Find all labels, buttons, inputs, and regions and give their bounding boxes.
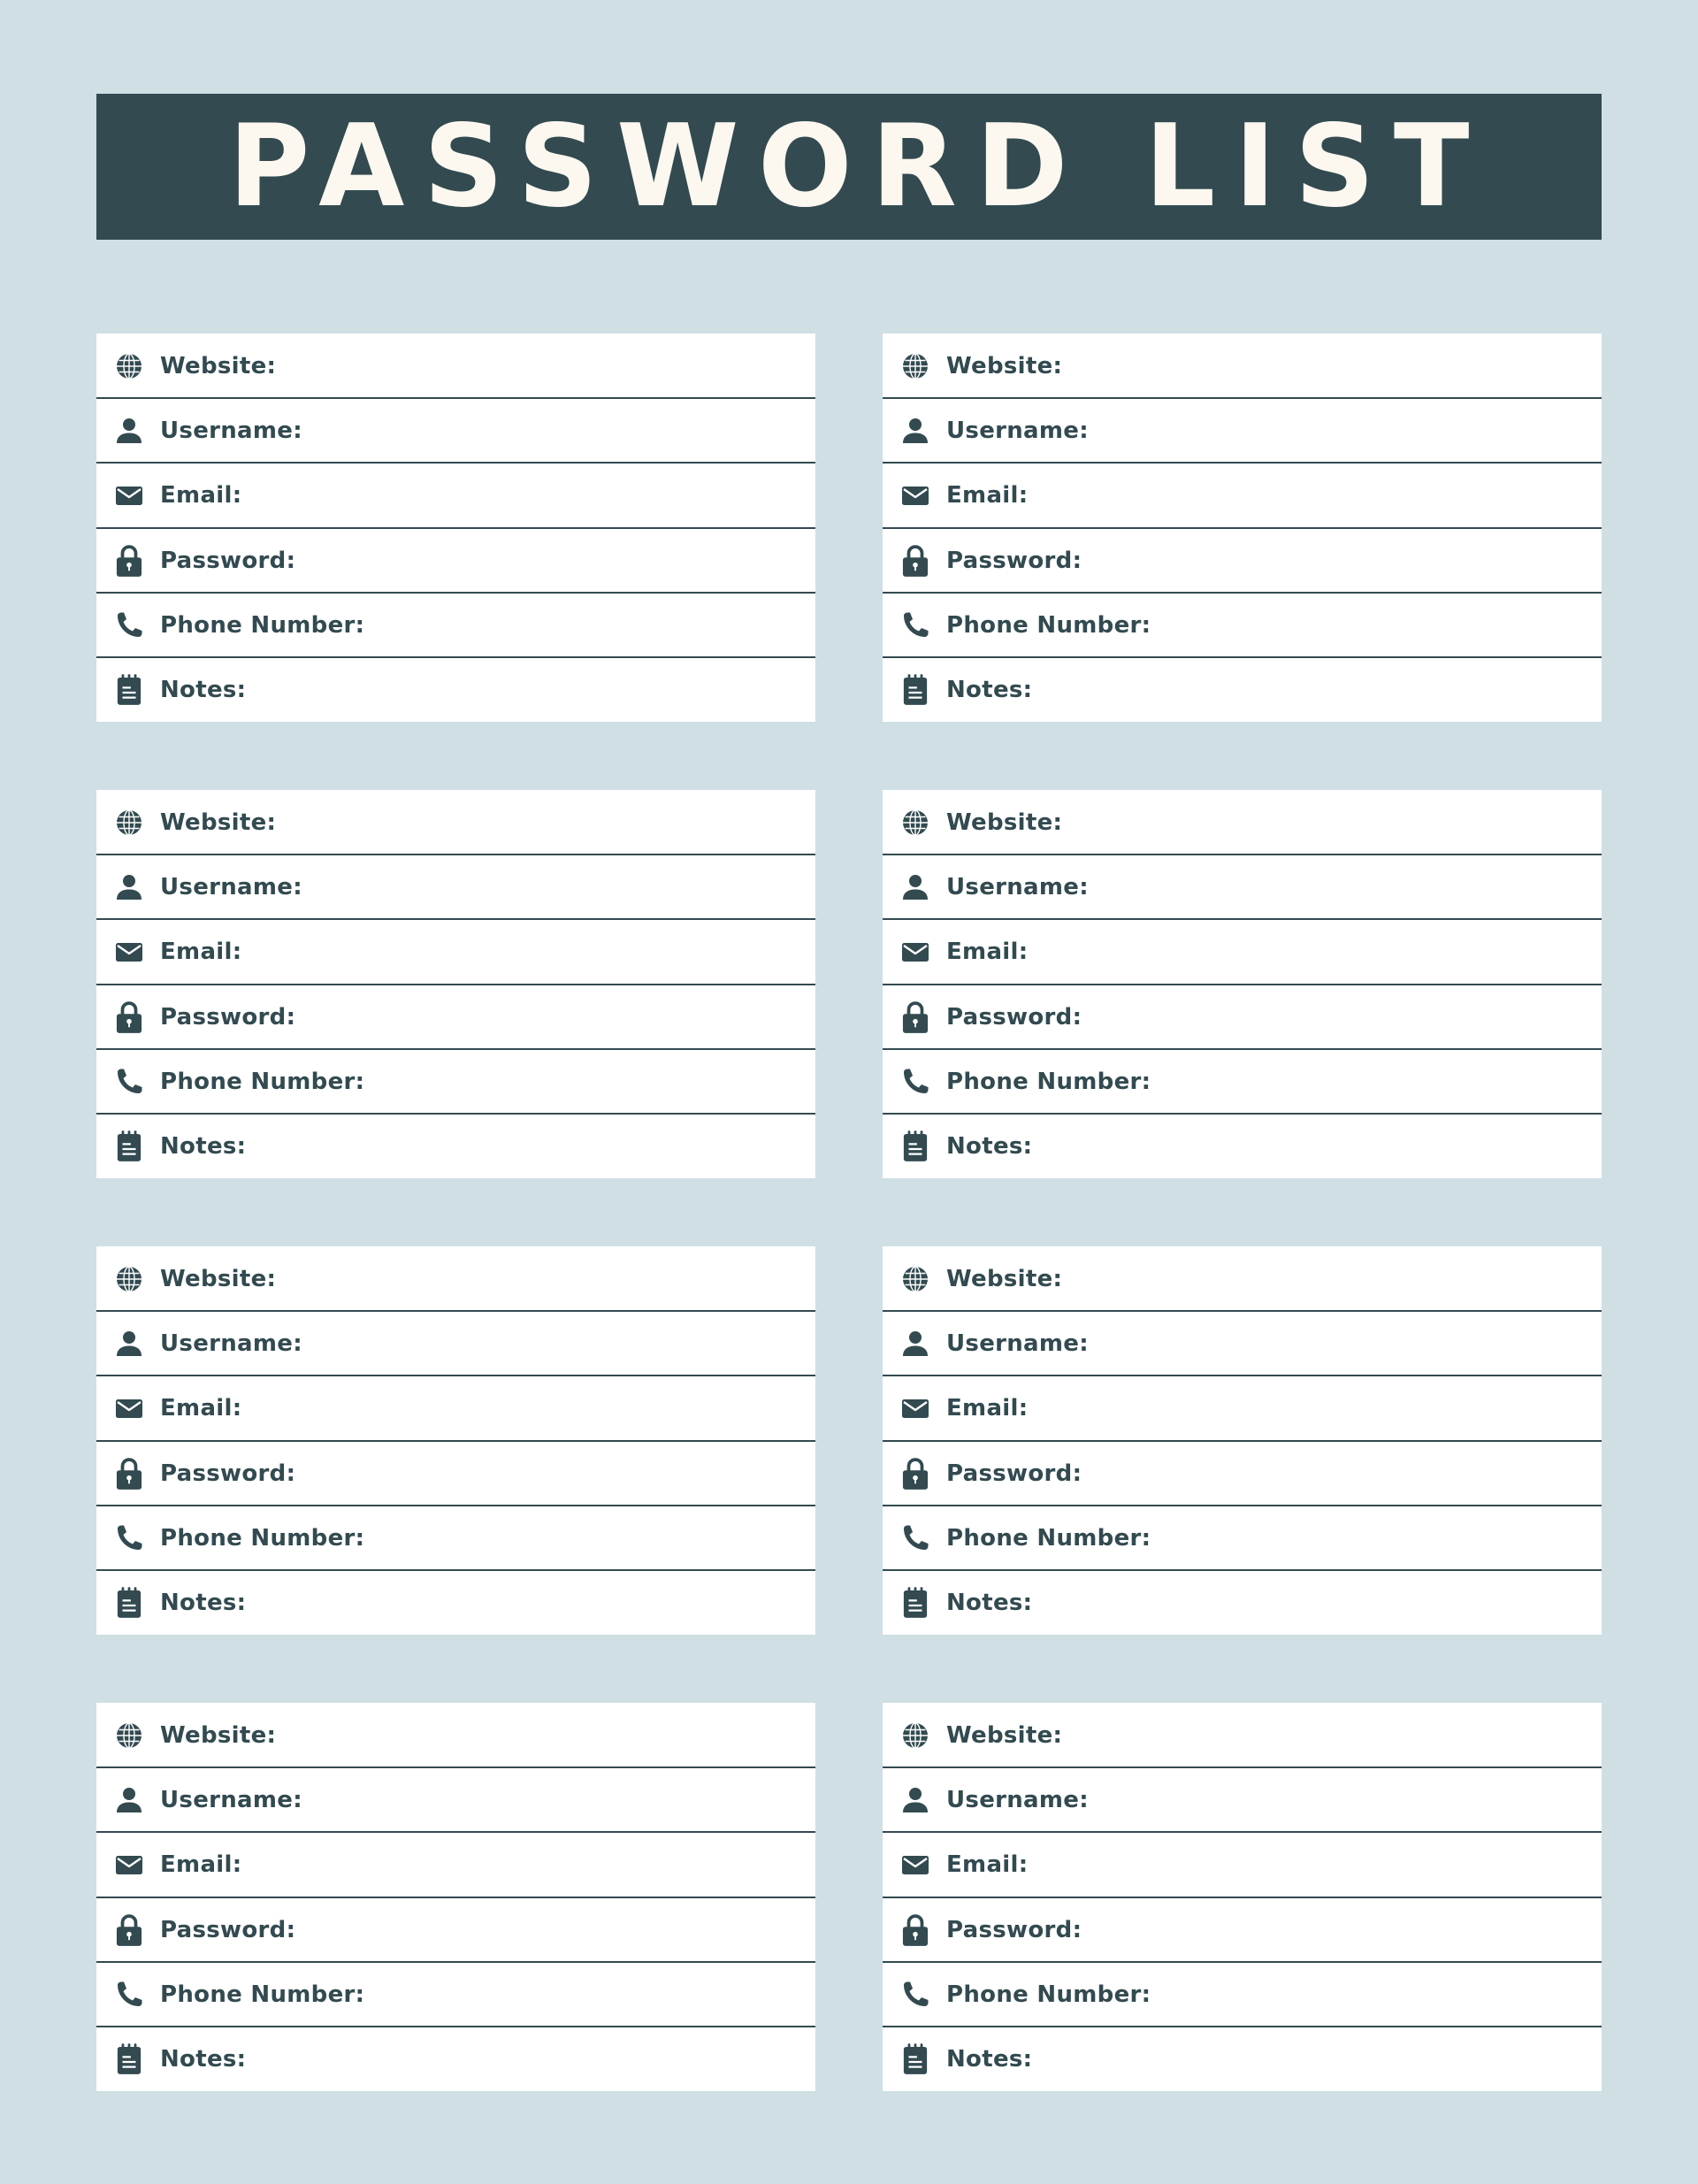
username-label: Username: xyxy=(160,417,302,444)
email-field[interactable] xyxy=(883,919,1602,985)
notes-label: Notes: xyxy=(160,1589,247,1616)
lock-icon xyxy=(901,547,929,575)
lock-icon xyxy=(901,1460,929,1488)
email-field[interactable] xyxy=(96,1832,815,1897)
globe-icon xyxy=(115,1721,143,1750)
phone-number-label: Phone Number: xyxy=(160,611,365,639)
notepad-icon xyxy=(115,676,143,704)
phone-number-field[interactable] xyxy=(883,1962,1602,2027)
email-label: Email: xyxy=(160,482,242,509)
envelope-icon xyxy=(115,938,143,966)
envelope-icon xyxy=(901,1394,929,1422)
notepad-icon xyxy=(901,1132,929,1161)
password-card xyxy=(883,1246,1602,1635)
notes-field[interactable] xyxy=(883,1114,1602,1178)
phone-number-label: Phone Number: xyxy=(946,1068,1151,1095)
phone-number-label: Phone Number: xyxy=(160,1524,365,1552)
phone-number-field[interactable] xyxy=(96,1506,815,1570)
notes-label: Notes: xyxy=(160,2045,247,2073)
globe-icon xyxy=(901,1721,929,1750)
website-field[interactable] xyxy=(96,1246,815,1311)
notepad-icon xyxy=(115,1589,143,1617)
username-field[interactable] xyxy=(96,1767,815,1832)
password-field[interactable] xyxy=(96,1441,815,1506)
website-field[interactable] xyxy=(96,1703,815,1767)
username-field[interactable] xyxy=(883,854,1602,919)
password-field[interactable] xyxy=(883,1897,1602,1962)
email-label: Email: xyxy=(946,482,1029,509)
notes-field[interactable] xyxy=(96,1570,815,1635)
user-icon xyxy=(115,417,143,445)
password-card xyxy=(96,1703,815,2091)
notepad-icon xyxy=(115,2045,143,2073)
lock-icon xyxy=(901,1003,929,1031)
website-label: Website: xyxy=(946,352,1063,379)
website-label: Website: xyxy=(160,808,277,836)
username-field[interactable] xyxy=(96,398,815,463)
username-label: Username: xyxy=(946,873,1089,900)
notes-field[interactable] xyxy=(96,1114,815,1178)
lock-icon xyxy=(115,547,143,575)
notes-label: Notes: xyxy=(946,1132,1033,1160)
username-label: Username: xyxy=(160,1330,302,1357)
notepad-icon xyxy=(901,1589,929,1617)
user-icon xyxy=(115,873,143,901)
user-icon xyxy=(901,1786,929,1814)
phone-icon xyxy=(901,611,929,640)
envelope-icon xyxy=(115,1394,143,1422)
lock-icon xyxy=(115,1460,143,1488)
notes-field[interactable] xyxy=(96,2027,815,2091)
email-label: Email: xyxy=(946,1851,1029,1878)
phone-icon xyxy=(115,611,143,640)
globe-icon xyxy=(901,352,929,380)
user-icon xyxy=(901,873,929,901)
phone-number-label: Phone Number: xyxy=(946,1524,1151,1552)
password-field[interactable] xyxy=(96,1897,815,1962)
user-icon xyxy=(115,1330,143,1358)
phone-icon xyxy=(115,1981,143,2009)
password-card xyxy=(96,333,815,722)
password-label: Password: xyxy=(160,1003,296,1031)
password-card xyxy=(883,333,1602,722)
notes-label: Notes: xyxy=(160,1132,247,1160)
phone-number-field[interactable] xyxy=(883,1049,1602,1114)
email-field[interactable] xyxy=(883,1832,1602,1897)
username-field[interactable] xyxy=(883,398,1602,463)
username-label: Username: xyxy=(946,417,1089,444)
envelope-icon xyxy=(901,938,929,966)
phone-number-field[interactable] xyxy=(883,593,1602,657)
website-label: Website: xyxy=(160,1265,277,1292)
notes-label: Notes: xyxy=(946,676,1033,703)
password-label: Password: xyxy=(946,547,1082,574)
username-field[interactable] xyxy=(96,854,815,919)
website-label: Website: xyxy=(946,808,1063,836)
website-label: Website: xyxy=(946,1265,1063,1292)
notes-field[interactable] xyxy=(883,2027,1602,2091)
notes-label: Notes: xyxy=(946,1589,1033,1616)
email-label: Email: xyxy=(946,1395,1029,1422)
email-field[interactable] xyxy=(96,1376,815,1441)
envelope-icon xyxy=(901,1851,929,1879)
globe-icon xyxy=(115,352,143,380)
phone-number-field[interactable] xyxy=(96,1049,815,1114)
website-field[interactable] xyxy=(883,1246,1602,1311)
email-field[interactable] xyxy=(96,919,815,985)
password-label: Password: xyxy=(946,1003,1082,1031)
notepad-icon xyxy=(115,1132,143,1161)
website-label: Website: xyxy=(160,1721,277,1749)
website-label: Website: xyxy=(160,352,277,379)
website-field[interactable] xyxy=(96,790,815,854)
notes-field[interactable] xyxy=(96,657,815,722)
phone-number-label: Phone Number: xyxy=(160,1068,365,1095)
password-label: Password: xyxy=(160,1460,296,1487)
email-label: Email: xyxy=(160,939,242,965)
username-label: Username: xyxy=(946,1786,1089,1813)
envelope-icon xyxy=(901,481,929,510)
website-label: Website: xyxy=(946,1721,1063,1749)
password-label: Password: xyxy=(946,1916,1082,1943)
phone-number-field[interactable] xyxy=(96,593,815,657)
globe-icon xyxy=(115,1265,143,1293)
password-field[interactable] xyxy=(883,985,1602,1049)
user-icon xyxy=(901,417,929,445)
email-field[interactable] xyxy=(883,463,1602,528)
page-title: PASSWORD LIST xyxy=(228,100,1489,233)
notepad-icon xyxy=(901,676,929,704)
password-card xyxy=(96,1246,815,1635)
globe-icon xyxy=(901,1265,929,1293)
globe-icon xyxy=(901,808,929,837)
user-icon xyxy=(901,1330,929,1358)
lock-icon xyxy=(115,1916,143,1944)
envelope-icon xyxy=(115,481,143,510)
phone-number-label: Phone Number: xyxy=(946,1981,1151,2008)
username-label: Username: xyxy=(946,1330,1089,1357)
phone-icon xyxy=(115,1524,143,1552)
phone-number-field[interactable] xyxy=(96,1962,815,2027)
notes-field[interactable] xyxy=(883,1570,1602,1635)
password-card xyxy=(883,1703,1602,2091)
password-card xyxy=(883,790,1602,1178)
globe-icon xyxy=(115,808,143,837)
password-label: Password: xyxy=(160,547,296,574)
email-label: Email: xyxy=(160,1851,242,1878)
page-header xyxy=(96,94,1602,240)
phone-icon xyxy=(115,1068,143,1096)
email-label: Email: xyxy=(160,1395,242,1422)
notes-label: Notes: xyxy=(946,2045,1033,2073)
username-field[interactable] xyxy=(883,1767,1602,1832)
password-label: Password: xyxy=(160,1916,296,1943)
notes-label: Notes: xyxy=(160,676,247,703)
email-label: Email: xyxy=(946,939,1029,965)
username-label: Username: xyxy=(160,1786,302,1813)
username-field[interactable] xyxy=(883,1311,1602,1376)
phone-number-label: Phone Number: xyxy=(946,611,1151,639)
user-icon xyxy=(115,1786,143,1814)
password-field[interactable] xyxy=(883,528,1602,593)
envelope-icon xyxy=(115,1851,143,1879)
password-field[interactable] xyxy=(96,528,815,593)
password-field[interactable] xyxy=(96,985,815,1049)
website-field[interactable] xyxy=(883,1703,1602,1767)
email-field[interactable] xyxy=(883,1376,1602,1441)
phone-icon xyxy=(901,1524,929,1552)
lock-icon xyxy=(901,1916,929,1944)
password-field[interactable] xyxy=(883,1441,1602,1506)
phone-number-label: Phone Number: xyxy=(160,1981,365,2008)
notepad-icon xyxy=(901,2045,929,2073)
phone-icon xyxy=(901,1981,929,2009)
website-field[interactable] xyxy=(96,333,815,398)
website-field[interactable] xyxy=(883,333,1602,398)
phone-number-field[interactable] xyxy=(883,1506,1602,1570)
phone-icon xyxy=(901,1068,929,1096)
lock-icon xyxy=(115,1003,143,1031)
email-field[interactable] xyxy=(96,463,815,528)
username-label: Username: xyxy=(160,873,302,900)
username-field[interactable] xyxy=(96,1311,815,1376)
notes-field[interactable] xyxy=(883,657,1602,722)
password-card xyxy=(96,790,815,1178)
password-label: Password: xyxy=(946,1460,1082,1487)
website-field[interactable] xyxy=(883,790,1602,854)
